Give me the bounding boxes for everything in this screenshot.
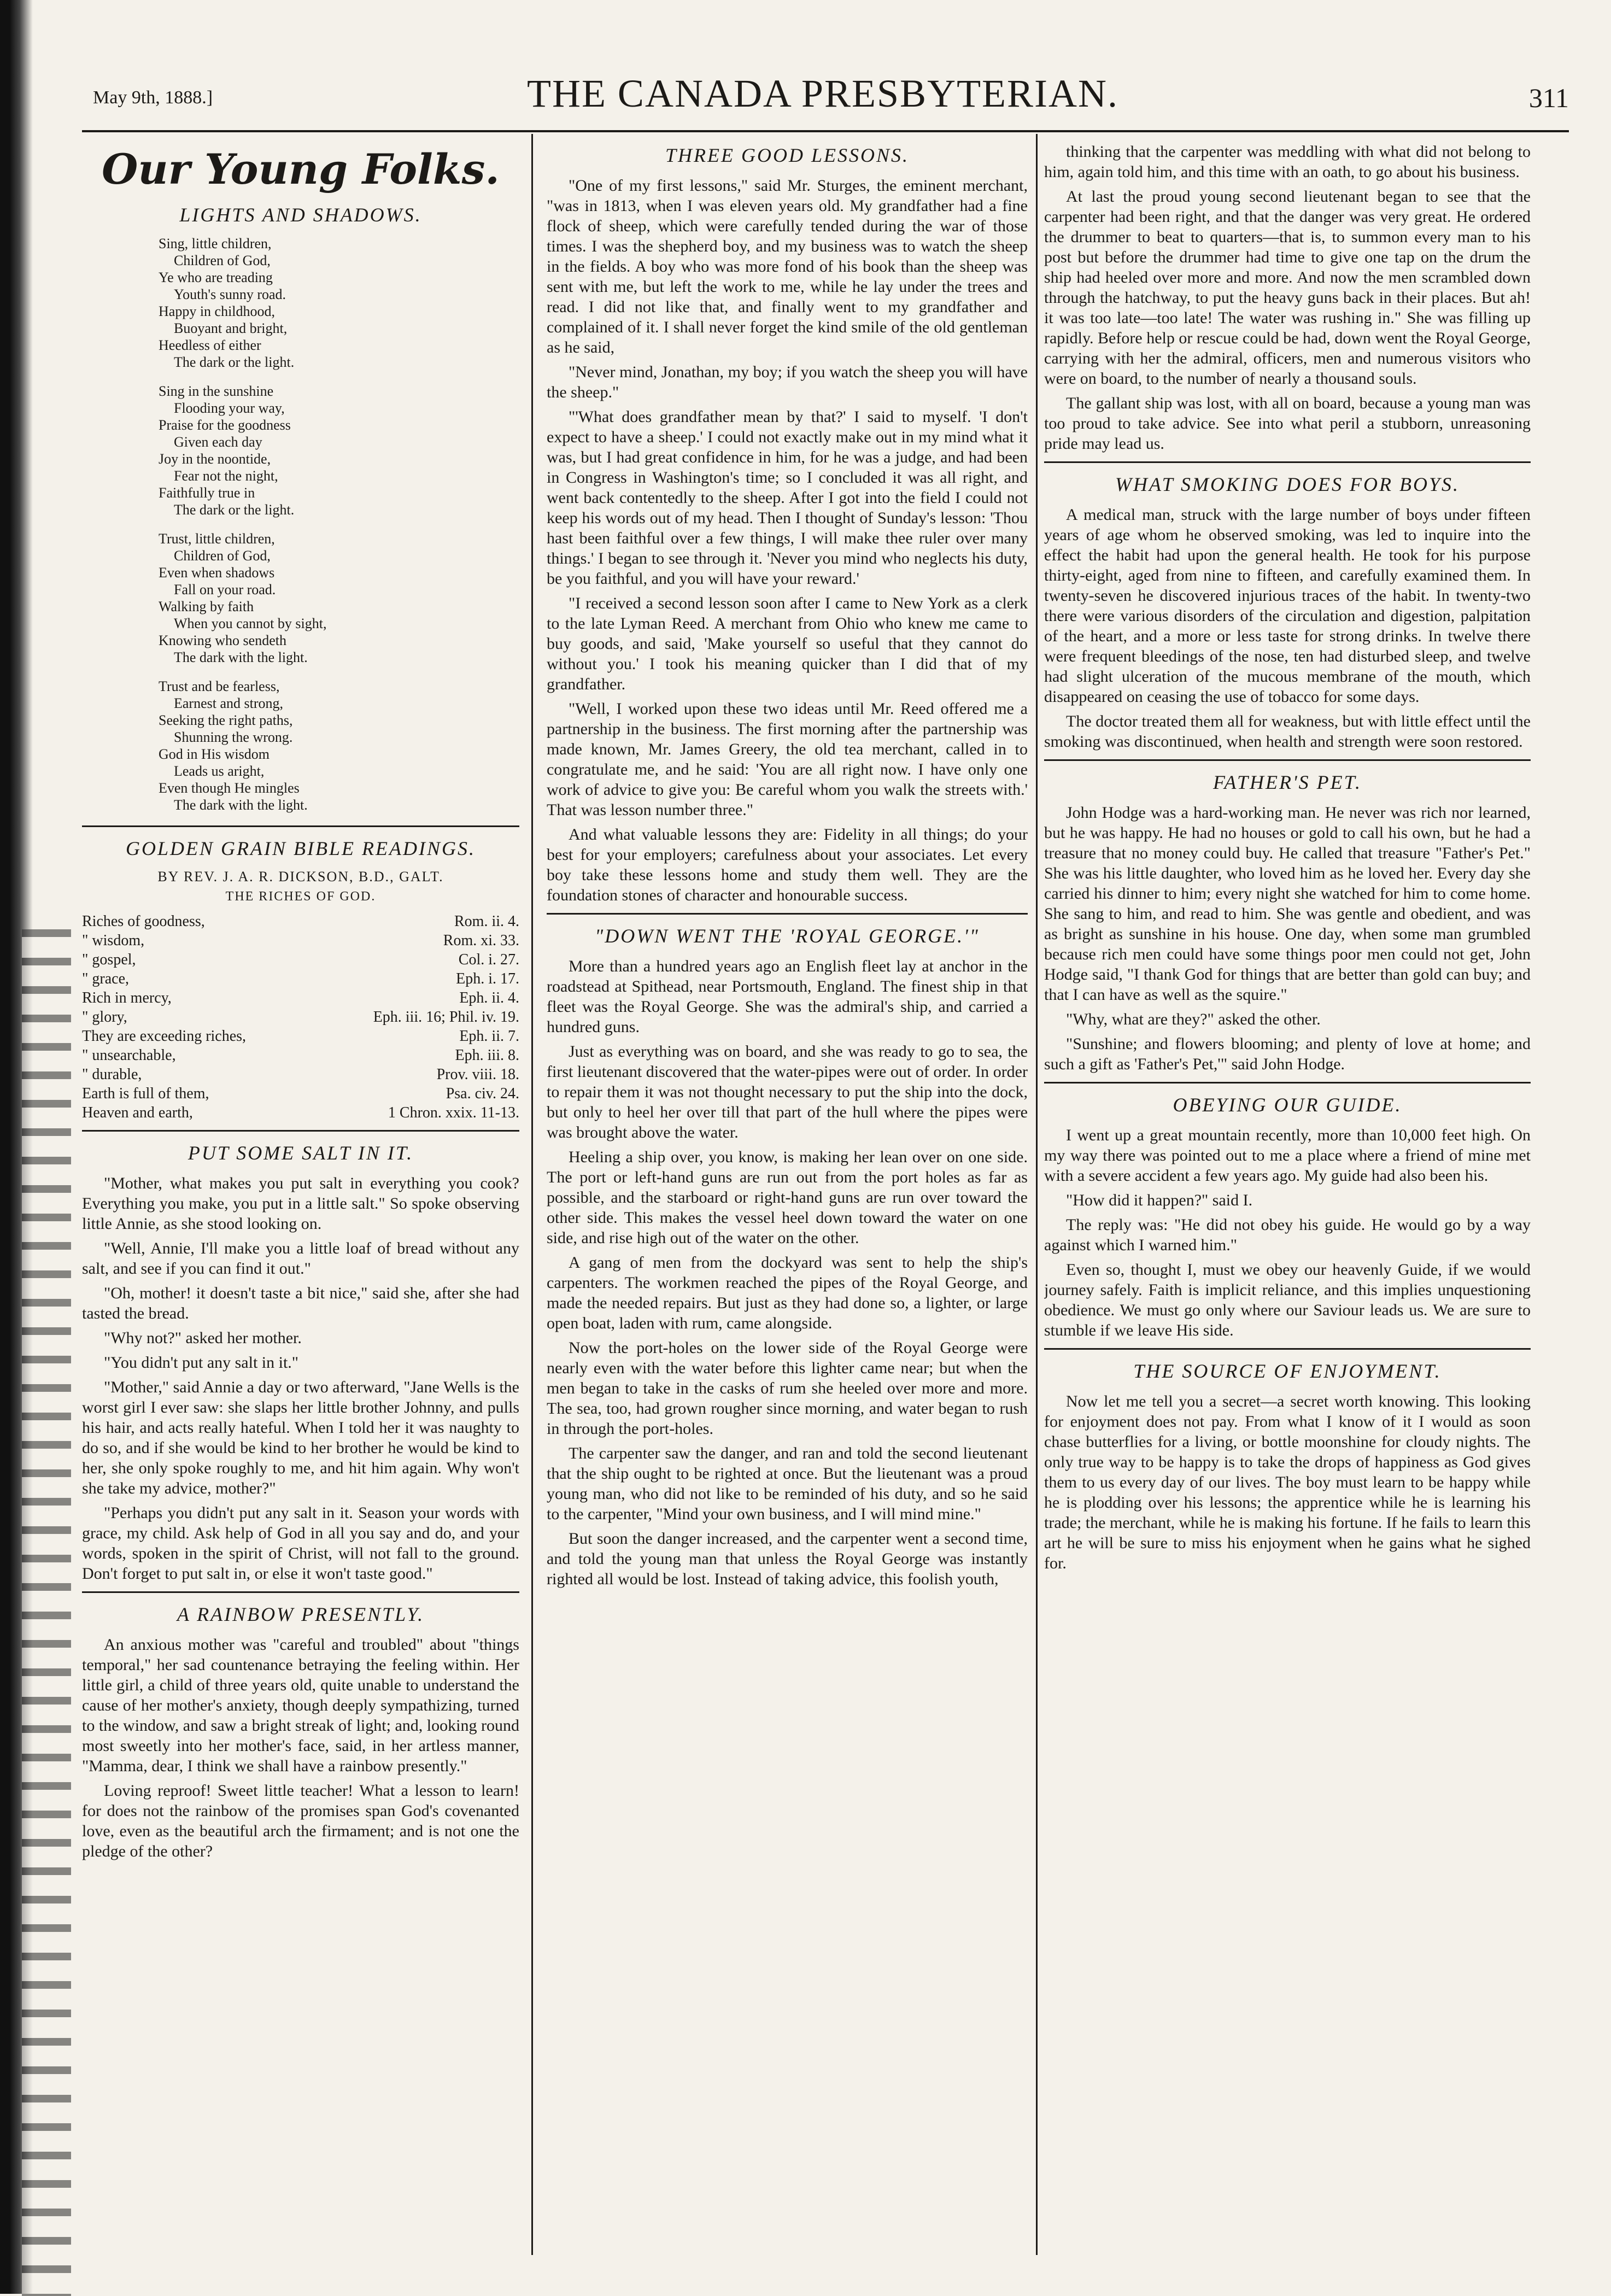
article-heading: FATHER'S PET. xyxy=(1212,771,1362,793)
article-body xyxy=(1044,1125,1531,1340)
paragraph: A gang of men from the dockyard was sent to help the ship's carpenters. The workmen reached the pipes of the Royal George, and made the needed repairs. But just as they had done so, a lighter, or large open boat, laden with rum, came alongside. xyxy=(547,1254,1028,1332)
divider xyxy=(82,825,519,827)
table-row xyxy=(82,912,519,931)
reading-reference: Col. i. 27. xyxy=(458,951,519,968)
poem-line: Shunning the wrong. xyxy=(174,729,293,745)
paragraph: "Well, I worked upon these two ideas until Mr. Reed offered me a partnership in the business. The first morning after the partnership was made known, Mr. James Greery, the old tea merchant, called in to congratulate me, and he said: 'You are all right now. I have only one work of advice to give you: Be careful whom you walk the streets with.' That was lesson number three." xyxy=(547,700,1028,819)
poem-line: Children of God, xyxy=(174,548,271,564)
paragraph: "Perhaps you didn't put any salt in it. Season your words with grace, my child. Ask help of God in all you say and do, and your words, spoken in the spirit of Christ, will not fall to the ground. Don't forget to put salt in, or else it won't taste good." xyxy=(82,1504,519,1583)
article-heading: WHAT SMOKING DOES FOR BOYS. xyxy=(1115,473,1460,495)
reading-text: Earth is full of them, xyxy=(82,1085,209,1102)
reading-reference: Eph. ii. 4. xyxy=(459,989,519,1006)
poem-line: Praise for the goodness xyxy=(159,417,291,433)
paragraph: "'What does grandfather mean by that?' I said to myself. 'I don't expect to have a sheep.' I could not exactly make out in my mind what it was, but I had great confidence in him, for he was a judge, and had been in Congress in Washington's time; so I concluded it was all right, and went back contentedly to the sheep. After I got into the field I could not keep his words out of my head. Then I thought of Sunday's lesson: 'Thou hast been faithful over a few things, I will make thee ruler over many things.' I began to see through it. 'Never you mind who neglects his duty, be you faithful, and you will have your reward.' xyxy=(547,408,1028,588)
article-heading: OBEYING OUR GUIDE. xyxy=(1173,1094,1402,1116)
poem-line: Trust, little children, xyxy=(159,531,275,547)
article-body xyxy=(1044,803,1531,1074)
poem-line: Given each day xyxy=(174,434,262,450)
divider xyxy=(1044,1348,1531,1350)
column-2 xyxy=(547,134,1028,2272)
paragraph: The carpenter saw the danger, and ran and told the second lieutenant that the ship ought to be righted at once. But the lieutenant was a proud young man, who did not like to be reminded of his duty, and so he said to the carpenter, "Mind your own business, and I will mind mine." xyxy=(547,1444,1028,1523)
reading-text: " gospel, xyxy=(82,951,136,968)
divider xyxy=(82,1130,519,1132)
article-body xyxy=(1044,505,1531,752)
paragraph: "Never mind, Jonathan, my boy; if you watch the sheep you will have the sheep." xyxy=(547,363,1028,401)
column-divider xyxy=(1036,134,1038,2255)
divider xyxy=(547,913,1028,915)
newspaper-title: THE CANADA PRESBYTERIAN. xyxy=(526,72,1119,115)
reading-reference: Eph. iii. 8. xyxy=(455,1047,519,1064)
reading-text: " grace, xyxy=(82,970,130,987)
paragraph: And what valuable lessons they are: Fidelity in all things; do your best for your employers; carefulness about your associates. Let every boy take these lessons home and study them well. They are the foundation stones of character and honourable success. xyxy=(547,825,1028,904)
column-divider xyxy=(531,134,533,2255)
poem-stanza xyxy=(159,235,519,371)
poem-line: Sing in the sunshine xyxy=(159,383,274,399)
reading-text: Heaven and earth, xyxy=(82,1104,193,1121)
paragraph: The gallant ship was lost, with all on board, because a young man was too proud to take advice. See into what peril a stubborn, unreasoning pride may lead us. xyxy=(1044,394,1531,453)
paragraph: Now the port-holes on the lower side of the Royal George were nearly even with the water before this lighter came near; but when the men began to take in the casks of rum she heeled over more and more. The sea, too, had grown rougher since morning, and water began to rush in through the port-holes. xyxy=(547,1339,1028,1438)
reading-reference: Rom. ii. 4. xyxy=(454,913,519,930)
byline: BY REV. J. A. R. DICKSON, B.D., GALT. xyxy=(157,869,444,885)
reading-reference: Eph. i. 17. xyxy=(456,970,519,987)
reading-text: Riches of goodness, xyxy=(82,913,205,930)
masthead xyxy=(77,66,1569,126)
paragraph: "How did it happen?" said I. xyxy=(1066,1191,1253,1209)
poem xyxy=(159,235,519,813)
paragraph: Even so, thought I, must we obey our heavenly Guide, if we would journey safely. Faith is implicit reliance, and this implies unquestioning obedience. We must go only where our Saviour leads us. We are sure to stumble if we leave His side. xyxy=(1044,1261,1531,1339)
poem-line: Even though He mingles xyxy=(159,780,300,796)
poem-line: Youth's sunny road. xyxy=(174,286,286,302)
issue-date: May 9th, 1888.] xyxy=(93,87,213,108)
article-body xyxy=(1044,142,1531,454)
article-body xyxy=(547,956,1028,1589)
table-row xyxy=(82,1103,519,1122)
poem-line: Sing, little children, xyxy=(159,236,272,251)
poem-line: Fear not the night, xyxy=(174,468,278,484)
table-row xyxy=(82,1027,519,1046)
reading-reference: Prov. viii. 18. xyxy=(436,1066,519,1083)
reading-text: " glory, xyxy=(82,1009,127,1026)
poem-line: Heedless of either xyxy=(159,337,261,353)
article-heading: PUT SOME SALT IN IT. xyxy=(188,1142,414,1164)
reading-reference: Rom. xi. 33. xyxy=(443,932,519,949)
poem-line: Ye who are treading xyxy=(159,270,273,285)
poem-line: The dark or the light. xyxy=(174,354,295,370)
reading-text: " durable, xyxy=(82,1066,142,1083)
paragraph: "You didn't put any salt in it." xyxy=(104,1354,299,1372)
reading-text: They are exceeding riches, xyxy=(82,1028,247,1045)
poem-line: Joy in the noontide, xyxy=(159,451,271,467)
subheading: THE RICHES OF GOD. xyxy=(225,889,376,904)
poem-line: Walking by faith xyxy=(159,599,254,614)
poem-line: Happy in childhood, xyxy=(159,303,276,319)
table-row xyxy=(82,1065,519,1084)
reading-text: " wisdom, xyxy=(82,932,145,949)
article-heading: LIGHTS AND SHADOWS. xyxy=(179,204,422,226)
paragraph: John Hodge was a hard-working man. He never was rich nor learned, but he was happy. He had no houses or gold to call his own, but he had a treasure that no money could buy. He called that treasure "Father's Pet." She was his little daughter, who loved him as he loved her. Every day she carried his dinner to him; every night she watched for him to come home. She sang to him, and read to him. She was gentle and obedient, and was as bright as sunshine in his house. One day, when some man grumbled because rich men could have some things poor men could not get, John Hodge said, "I thank God for things that are better than gold can buy; and that I can have as well as the squire." xyxy=(1044,804,1531,1004)
paragraph: "Mother," said Annie a day or two afterward, "Jane Wells is the worst girl I ever saw: she slaps her little brother Johnny, and pulls his hair, and acts really hateful. When I told her it was naughty to do so, and if she would be kind to her brother he would be kind to her, she only spoke roughly to me, and hit him again. Why won't she take my advice, mother?" xyxy=(82,1378,519,1497)
reading-reference: Eph. iii. 16; Phil. iv. 19. xyxy=(373,1009,519,1026)
article-heading: A RAINBOW PRESENTLY. xyxy=(177,1603,425,1625)
table-row xyxy=(82,1084,519,1103)
paragraph: "Why not?" asked her mother. xyxy=(104,1329,302,1347)
poem-line: Earnest and strong, xyxy=(174,695,284,711)
poem-stanza xyxy=(159,383,519,518)
paragraph: At last the proud young second lieutenant began to see that the carpenter had been right, and that the danger was very great. He ordered the drummer to beat to quarters—that is, to summon every man to his post but before the drummer had time to give one tap on the drum the ship had heeled over more and more. And now the men scrambled down through the hatchway, to put the heavy guns back in their places. But ah! it was too late—too late! The water was rushing in." She was filling up rapidly. Before help or rescue could be had, down went the Royal George, carrying with her the admiral, officers, men and numerous visitors who were on board, to the number of nearly a thousand souls. xyxy=(1044,188,1531,388)
reading-reference: Eph. ii. 7. xyxy=(459,1028,519,1045)
article-body xyxy=(1044,1391,1531,1573)
poem-line: Leads us aright, xyxy=(174,763,265,779)
table-row xyxy=(82,988,519,1008)
masthead-rule xyxy=(82,130,1569,132)
poem-line: Faithfully true in xyxy=(159,485,255,501)
divider xyxy=(82,1591,519,1593)
poem-line: Fall on your road. xyxy=(174,582,276,598)
paragraph: "One of my first lessons," said Mr. Sturges, the eminent merchant, "was in 1813, when I was eleven years old. My grandfather had a fine flock of sheep, which were carefully tended during the war of those times. I was the shepherd boy, and my business was to watch the sheep in the fields. A boy who was more fond of his book than the sheep was sent with me, but left the work to me, while he lay under the trees and read. I did not like that, and finally went to my grandfather and complained of it. I shall never forget the kind smile of the old gentleman as he said, xyxy=(547,177,1028,356)
paragraph: thinking that the carpenter was meddling with what did not belong to him, again told him, and this time with an oath, to go about his business. xyxy=(1044,143,1531,181)
article-body xyxy=(547,175,1028,905)
poem-line: God in His wisdom xyxy=(159,746,270,762)
paragraph: A medical man, struck with the large number of boys under fifteen years of age whom he observed smoking, was led to inquire into the effect the habit had upon the general health. He took for his purpose thirty-eight, aged from nine to fifteen, and carefully examined them. In twenty-seven he discovered injurious traces of the habit. In twenty-two there were various disorders of the circulation and digestion, palpitation of the heart, and a more or less taste for strong drinks. In twelve there were frequent bleedings of the nose, ten had disturbed sleep, and twelve had slight ulceration of the mucous membrane of the mouth, which disappeared on ceasing the use of tobacco for some days. xyxy=(1044,506,1531,706)
divider xyxy=(1044,759,1531,761)
table-row xyxy=(82,969,519,988)
column-1 xyxy=(82,134,519,2272)
poem-line: When you cannot by sight, xyxy=(174,616,327,631)
article-heading: "DOWN WENT THE 'ROYAL GEORGE.'" xyxy=(595,925,980,947)
paragraph: Heeling a ship over, you know, is making her lean over on one side. The port or left-hand guns are run out from the port holes as far as possible, and the starboard or right-hand guns are run over toward the other side. This makes the vessel heel down toward the water on one side, and rise high out of the water on the other. xyxy=(547,1148,1028,1247)
paragraph: The reply was: "He did not obey his guide. He would go by a way against which I warned him." xyxy=(1044,1216,1531,1254)
poem-line: Flooding your way, xyxy=(174,400,285,416)
reading-reference: Psa. civ. 24. xyxy=(446,1085,519,1102)
paragraph: Just as everything was on board, and she was ready to go to sea, the first lieutenant discovered that the water-pipes were out of order. In order to repair them it was not thought necessary to put the ship into the dock, but only to heel her over till that part of the hull where the pipes were was brought above the water. xyxy=(547,1042,1028,1141)
paragraph: Loving reproof! Sweet little teacher! What a lesson to learn! for does not the rainbow of the promises span God's covenanted love, even as the beautiful arch the firmament; and is not one the pledge of the other? xyxy=(82,1782,519,1860)
paragraph: Now let me tell you a secret—a secret worth knowing. This looking for enjoyment does not pay. From what I know of it I would as soon chase butterflies for a living, or bottle moonshine for cloudy nights. The only true way to be happy is to take the drops of happiness as God gives them to us every day of our lives. The boy must learn to be happy while he is plodding over his lessons; the apprentice while he is learning his trade; the merchant, while he is making his fortune. If he fails to learn this art he will be sure to miss his enjoyment when he gains what he sighed for. xyxy=(1044,1392,1531,1572)
paragraph: "Sunshine; and flowers blooming; and plenty of love at home; and such a gift as 'Father's Pet,'" said John Hodge. xyxy=(1044,1035,1531,1073)
column-3 xyxy=(1044,134,1531,2272)
reading-text: Rich in mercy, xyxy=(82,989,172,1006)
poem-line: The dark with the light. xyxy=(174,649,308,665)
poem-line: Seeking the right paths, xyxy=(159,712,293,728)
article-body xyxy=(82,1173,519,1584)
paragraph: An anxious mother was "careful and troubled" about "things temporal," her sad countenance betraying the feeling within. Her little girl, a child of three years old, quite unable to understand the cause of her mother's anxiety, though deeply sympathizing, turned to the window, and saw a bright streak of light; and, looking round most sweetly into her mother's face, said, in her artless manner, "Mamma, dear, I think we shall have a rainbow presently." xyxy=(82,1636,519,1775)
page-edge-marks xyxy=(22,929,71,2296)
table-row xyxy=(82,1046,519,1065)
table-row xyxy=(82,1008,519,1027)
article-body xyxy=(82,1635,519,1861)
reading-reference: 1 Chron. xxix. 11-13. xyxy=(388,1104,519,1121)
paragraph: "I received a second lesson soon after I came to New York as a clerk to the late Lyman Reed. A merchant from Ohio who knew me came to buy goods, and said, 'Make yourself so useful that they cannot do without you.' I took his meaning quicker than I did that of my grandfather. xyxy=(547,594,1028,693)
poem-stanza xyxy=(159,530,519,666)
poem-stanza xyxy=(159,678,519,813)
divider xyxy=(1044,1082,1531,1083)
poem-line: The dark or the light. xyxy=(174,502,295,518)
paragraph: "Mother, what makes you put salt in everything you cook? Everything you make, you put in a little salt." So spoke observing little Annie, as she stood looking on. xyxy=(82,1174,519,1233)
paragraph: More than a hundred years ago an English fleet lay at anchor in the roadstead at Spithead, near Portsmouth, England. The finest ship in that fleet was the Royal George. She was the admiral's ship, and carried a hundred guns. xyxy=(547,957,1028,1036)
reading-text: " unsearchable, xyxy=(82,1047,176,1064)
paragraph: The doctor treated them all for weakness, but with little effect until the smoking was discontinued, when health and strength were soon restored. xyxy=(1044,712,1531,751)
table-row xyxy=(82,931,519,950)
section-title: Our Young Folks. xyxy=(102,145,500,194)
article-heading: GOLDEN GRAIN BIBLE READINGS. xyxy=(126,837,476,859)
article-heading: THREE GOOD LESSONS. xyxy=(665,144,909,166)
page-number: 311 xyxy=(1528,83,1569,113)
paragraph: But soon the danger increased, and the carpenter went a second time, and told the young man that unless the Royal George was instantly righted all would be lost. Instead of taking advice, this foolish youth, xyxy=(547,1530,1028,1588)
paragraph: "Oh, mother! it doesn't taste a bit nice," said she, after she had tasted the bread. xyxy=(82,1284,519,1322)
divider xyxy=(1044,461,1531,463)
paragraph: I went up a great mountain recently, more than 10,000 feet high. On my way there was pointed out to me a place where a friend of mine met with a severe accident a few years ago. My guide had also been his. xyxy=(1044,1126,1531,1185)
readings-table xyxy=(82,912,519,1122)
poem-line: Children of God, xyxy=(174,253,271,268)
article-heading: THE SOURCE OF ENJOYMENT. xyxy=(1133,1360,1442,1382)
table-row xyxy=(82,950,519,969)
paragraph: "Well, Annie, I'll make you a little loaf of bread without any salt, and see if you can find it out." xyxy=(82,1239,519,1278)
poem-line: Buoyant and bright, xyxy=(174,320,288,336)
poem-line: The dark with the light. xyxy=(174,797,308,813)
poem-line: Trust and be fearless, xyxy=(159,678,280,694)
paragraph: "Why, what are they?" asked the other. xyxy=(1066,1010,1321,1028)
poem-line: Knowing who sendeth xyxy=(159,632,286,648)
poem-line: Even when shadows xyxy=(159,565,275,581)
